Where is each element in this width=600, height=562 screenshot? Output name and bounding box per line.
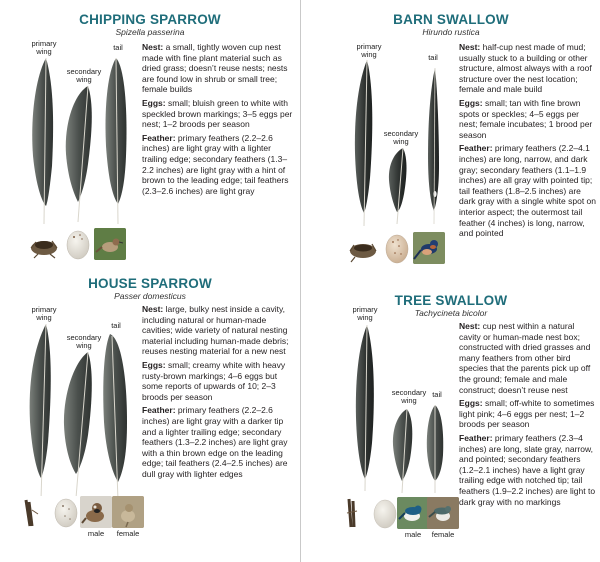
- male-label: male: [404, 530, 422, 539]
- female-bird-photo: [112, 496, 144, 528]
- tail-feather-icon: [423, 66, 443, 226]
- male-bird-photo: [80, 496, 112, 528]
- nest-text: [142, 304, 294, 357]
- tree-swallow-header: [301, 293, 600, 318]
- eggs-body: small; creamy white with heavy rusty-brown markings; 4–6 eggs but some reports of upwards of 10; 2–3 broods per season: [142, 359, 286, 402]
- male-label: male: [87, 529, 105, 538]
- feather-text: [142, 405, 294, 479]
- species-title: BARN SWALLOW: [393, 12, 509, 27]
- chipping-sparrow-header: [0, 12, 300, 37]
- primary-wing-label: primary wing: [31, 39, 57, 56]
- description: [142, 42, 294, 199]
- species-title: TREE SWALLOW: [394, 293, 508, 308]
- nest-label: Nest:: [142, 304, 164, 314]
- barn-swallow-header: [301, 12, 600, 37]
- nest-body: a small, tightly woven cup nest made with fine plant material such as dried grass; doesn’t reuse nests; nests are found low in shrub or small tree; female builds: [142, 42, 288, 95]
- nest-label: Nest:: [142, 42, 164, 52]
- nest-text: [142, 42, 294, 95]
- eggs-body: small; off-white to sometimes light pink; 4–6 eggs per nest; 1–2 broods per season: [459, 398, 595, 430]
- feather-text: [142, 133, 294, 197]
- nest-label: Nest:: [459, 321, 481, 331]
- house-sparrow-header: [0, 276, 300, 301]
- primary-wing-label: primary wing: [31, 305, 57, 322]
- tail-label: tail: [428, 53, 438, 62]
- male-bird-photo: [397, 497, 429, 529]
- feather-label: Feather:: [459, 432, 493, 443]
- tail-feather-icon: [102, 56, 130, 226]
- primary-wing-label: primary wing: [356, 42, 382, 59]
- nest-photo: [28, 228, 60, 260]
- feather-body: primary feathers (2.2–2.6 inches) are light gray with a darker tip and a lighter trailing edge; secondary feathers (1.3–2.2 inches) are light gray with a thin brown edge on the leading edge; tail feathers (2.4–2.5 inches) are dull gray with lighter edges: [142, 405, 288, 479]
- tail-label: tail: [111, 321, 121, 330]
- nest-label: Nest:: [459, 42, 481, 52]
- species-title: HOUSE SPARROW: [88, 276, 212, 291]
- primary-feather-icon: [28, 56, 58, 226]
- secondary-wing-label: secondary wing: [383, 129, 419, 146]
- feather-body: primary feathers (2.2–4.1 inches) are long, narrow, and dark gray; secondary feathers (1.1–1.9 inches) are all gray with pointed tip; tail feathers (1.8–2.5 inches) are dark gray with a single white spot on interior aspect; the outermost tail feather (4 inches) is long, narrow, and pointed: [459, 143, 597, 239]
- eggs-text: [459, 398, 597, 430]
- scientific-name: Hirundo rustica: [422, 27, 480, 37]
- tail-label: tail: [113, 43, 123, 52]
- scientific-name: Passer domesticus: [114, 291, 186, 301]
- primary-feather-icon: [351, 58, 377, 228]
- feather-label: Feather:: [142, 405, 176, 416]
- chipping-sparrow-entry: [0, 0, 300, 270]
- description: [459, 321, 597, 510]
- feather-text: [459, 143, 597, 238]
- feather-body: primary feathers (2.3–4 inches) are long, slate gray, narrow, and pointed; secondary feathers (1.2–2.1 inches) have a light gray trailing edge with notched tip; tail feathers (1.9–2.2 inches) are light to dark gray with no markings: [459, 432, 596, 507]
- description: [459, 42, 597, 242]
- nest-photo: [20, 496, 52, 528]
- secondary-feather-icon: [385, 146, 411, 226]
- eggs-text: [459, 98, 597, 140]
- secondary-wing-label: secondary wing: [391, 388, 427, 405]
- nest-text: [459, 321, 597, 395]
- feather-label: Feather:: [142, 132, 176, 143]
- egg-photo: [62, 228, 94, 260]
- eggs-label: Eggs:: [459, 398, 483, 409]
- eggs-text: [142, 360, 294, 402]
- nest-body: large, bulky nest inside a cavity, including natural or human-made cavities; wide variety of natural nesting material including human-made debris; reuses nesting material for a new nest: [142, 304, 289, 357]
- secondary-wing-label: secondary wing: [66, 333, 102, 350]
- secondary-feather-icon: [60, 350, 96, 500]
- tail-label: tail: [432, 390, 442, 399]
- nest-photo: [339, 497, 371, 529]
- eggs-text: [142, 98, 294, 130]
- eggs-body: small; tan with fine brown spots or speckles; 4–5 eggs per nest; female incubates; 1 brood per season: [459, 97, 593, 140]
- bird-photo: [413, 232, 445, 264]
- right-page: [300, 0, 600, 562]
- female-bird-photo: [427, 497, 459, 529]
- eggs-label: Eggs:: [459, 97, 483, 108]
- eggs-label: Eggs:: [142, 97, 166, 108]
- egg-photo: [50, 496, 82, 528]
- tree-swallow-entry: [301, 285, 600, 562]
- secondary-feather-icon: [389, 407, 417, 495]
- primary-wing-label: primary wing: [352, 305, 378, 322]
- scientific-name: Tachycineta bicolor: [414, 308, 488, 318]
- secondary-wing-label: secondary wing: [66, 67, 102, 84]
- house-sparrow-entry: [0, 270, 300, 562]
- eggs-label: Eggs:: [142, 359, 166, 370]
- secondary-feather-icon: [62, 84, 96, 224]
- feather-text: [459, 433, 597, 507]
- barn-swallow-entry: [301, 0, 600, 285]
- description: [142, 304, 294, 483]
- primary-feather-icon: [351, 323, 379, 493]
- tail-feather-icon: [100, 332, 130, 502]
- female-label: female: [431, 530, 455, 539]
- scientific-name: Spizella passerina: [115, 27, 185, 37]
- feather-label: Feather:: [459, 143, 493, 154]
- egg-photo: [381, 232, 413, 264]
- species-title: CHIPPING SPARROW: [79, 12, 221, 27]
- nest-text: [459, 42, 597, 95]
- nest-body: half-cup nest made of mud; usually stuck to a building or other structure, almost always with a roof structure over the nest location; female and male build: [459, 42, 592, 95]
- bird-photo: [94, 228, 126, 260]
- female-label: female: [116, 529, 140, 538]
- nest-body: cup nest within a natural cavity or human-made nest box; constructed with dried grasses and many feathers from other bird species that the parents pick up off the ground; female and male construct; doesn’t reuse nest: [459, 321, 591, 395]
- eggs-body: small; bluish green to white with speckled brown markings; 3–5 eggs per nest; 1–2 broods per season: [142, 97, 293, 130]
- tail-feather-icon: [423, 403, 447, 495]
- nest-photo: [347, 232, 379, 264]
- feather-body: primary feathers (2.2–2.6 inches) are light gray with a lighter trailing edge; secondary feathers (1.3–2.2 inches) are light gray with a hint of brown to the leading edge; tail feathers (2.3–2.6 inches) are light gray: [142, 132, 289, 196]
- primary-feather-icon: [26, 322, 56, 502]
